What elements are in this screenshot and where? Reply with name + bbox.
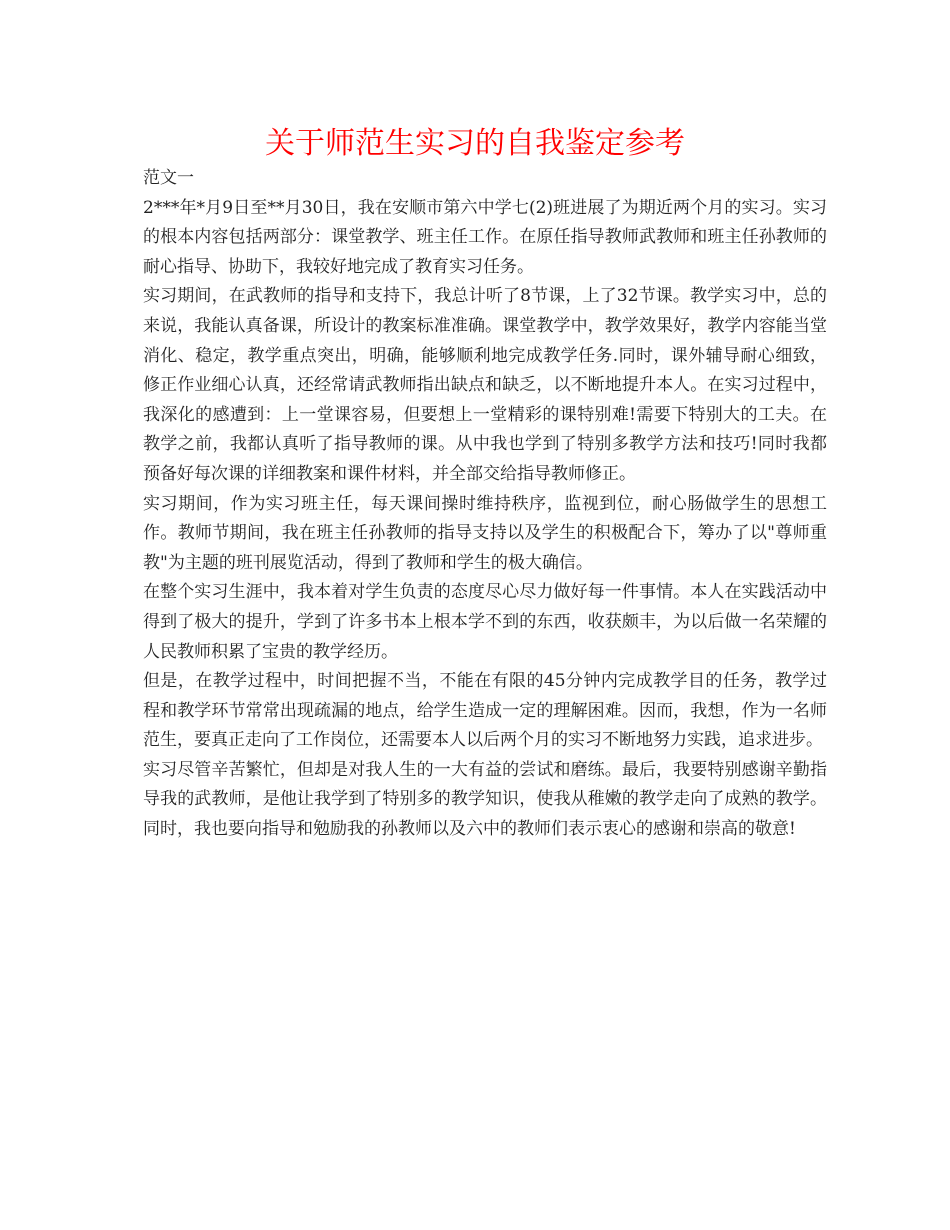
paragraph-4: 在整个实习生涯中，我本着对学生负责的态度尽心尽力做好每一件事情。本人在实践活动中得到了极大的提升，学到了许多书本上根本学不到的东西，收获颇丰，为以后做一名荣耀的人民教师积累了宝贵的教学经历。 — [143, 582, 827, 662]
section-label: 范文一 — [143, 168, 194, 188]
paragraph-5: 但是，在教学过程中，时间把握不当，不能在有限的45分钟内完成教学目的任务，教学过程和教学环节常常出现疏漏的地点，给学生造成一定的理解困难。因而，我想，作为一名师范生，要真正走向了工作岗位，还需要本人以后两个月的实习不断地努力实践，追求进步。 — [143, 671, 827, 751]
document-body — [143, 164, 827, 845]
paragraph-3: 实习期间，作为实习班主任，每天课间操时维持秩序，监视到位，耐心肠做学生的思想工作。教师节期间，我在班主任孙教师的指导支持以及学生的积极配合下，筹办了以"尊师重教"为主题的班刊展览活动，得到了教师和学生的极大确信。 — [143, 493, 827, 573]
paragraph-6: 实习尽管辛苦繁忙，但却是对我人生的一大有益的尝试和磨练。最后，我要特别感谢辛勤指导我的武教师，是他让我学到了特别多的教学知识，使我从稚嫩的教学走向了成熟的教学。同时，我也要向指导和勉励我的孙教师以及六中的教师们表示衷心的感谢和崇高的敬意! — [143, 759, 827, 840]
paragraph-2: 实习期间，在武教师的指导和支持下，我总计听了8节课，上了32节课。教学实习中，总的来说，我能认真备课，所设计的教案标准准确。课堂教学中，教学效果好，教学内容能当堂消化、稳定，教学重点突出，明确，能够顺利地完成教学任务.同时，课外辅导耐心细致，修正作业细心认真，还经常请武教师指出缺点和缺乏，以不断地提升本人。在实习过程中，我深化的感遭到：上一堂课容易，但要想上一堂精彩的课特别难!需要下特别大的工夫。在教学之前，我都认真听了指导教师的课。从中我也学到了特别多教学方法和技巧!同时我都预备好每次课的详细教案和课件材料，并全部交给指导教师修正。 — [143, 286, 827, 484]
page-title: 关于师范生实习的自我鉴定参考 — [265, 126, 685, 161]
paragraph-1: 2***年*月9日至**月30日，我在安顺市第六中学七(2)班进展了为期近两个月的实习。实习的根本内容包括两部分：课堂教学、班主任工作。在原任指导教师武教师和班主任孙教师的耐心指导、协助下，我较好地完成了教育实习任务。 — [143, 197, 827, 277]
